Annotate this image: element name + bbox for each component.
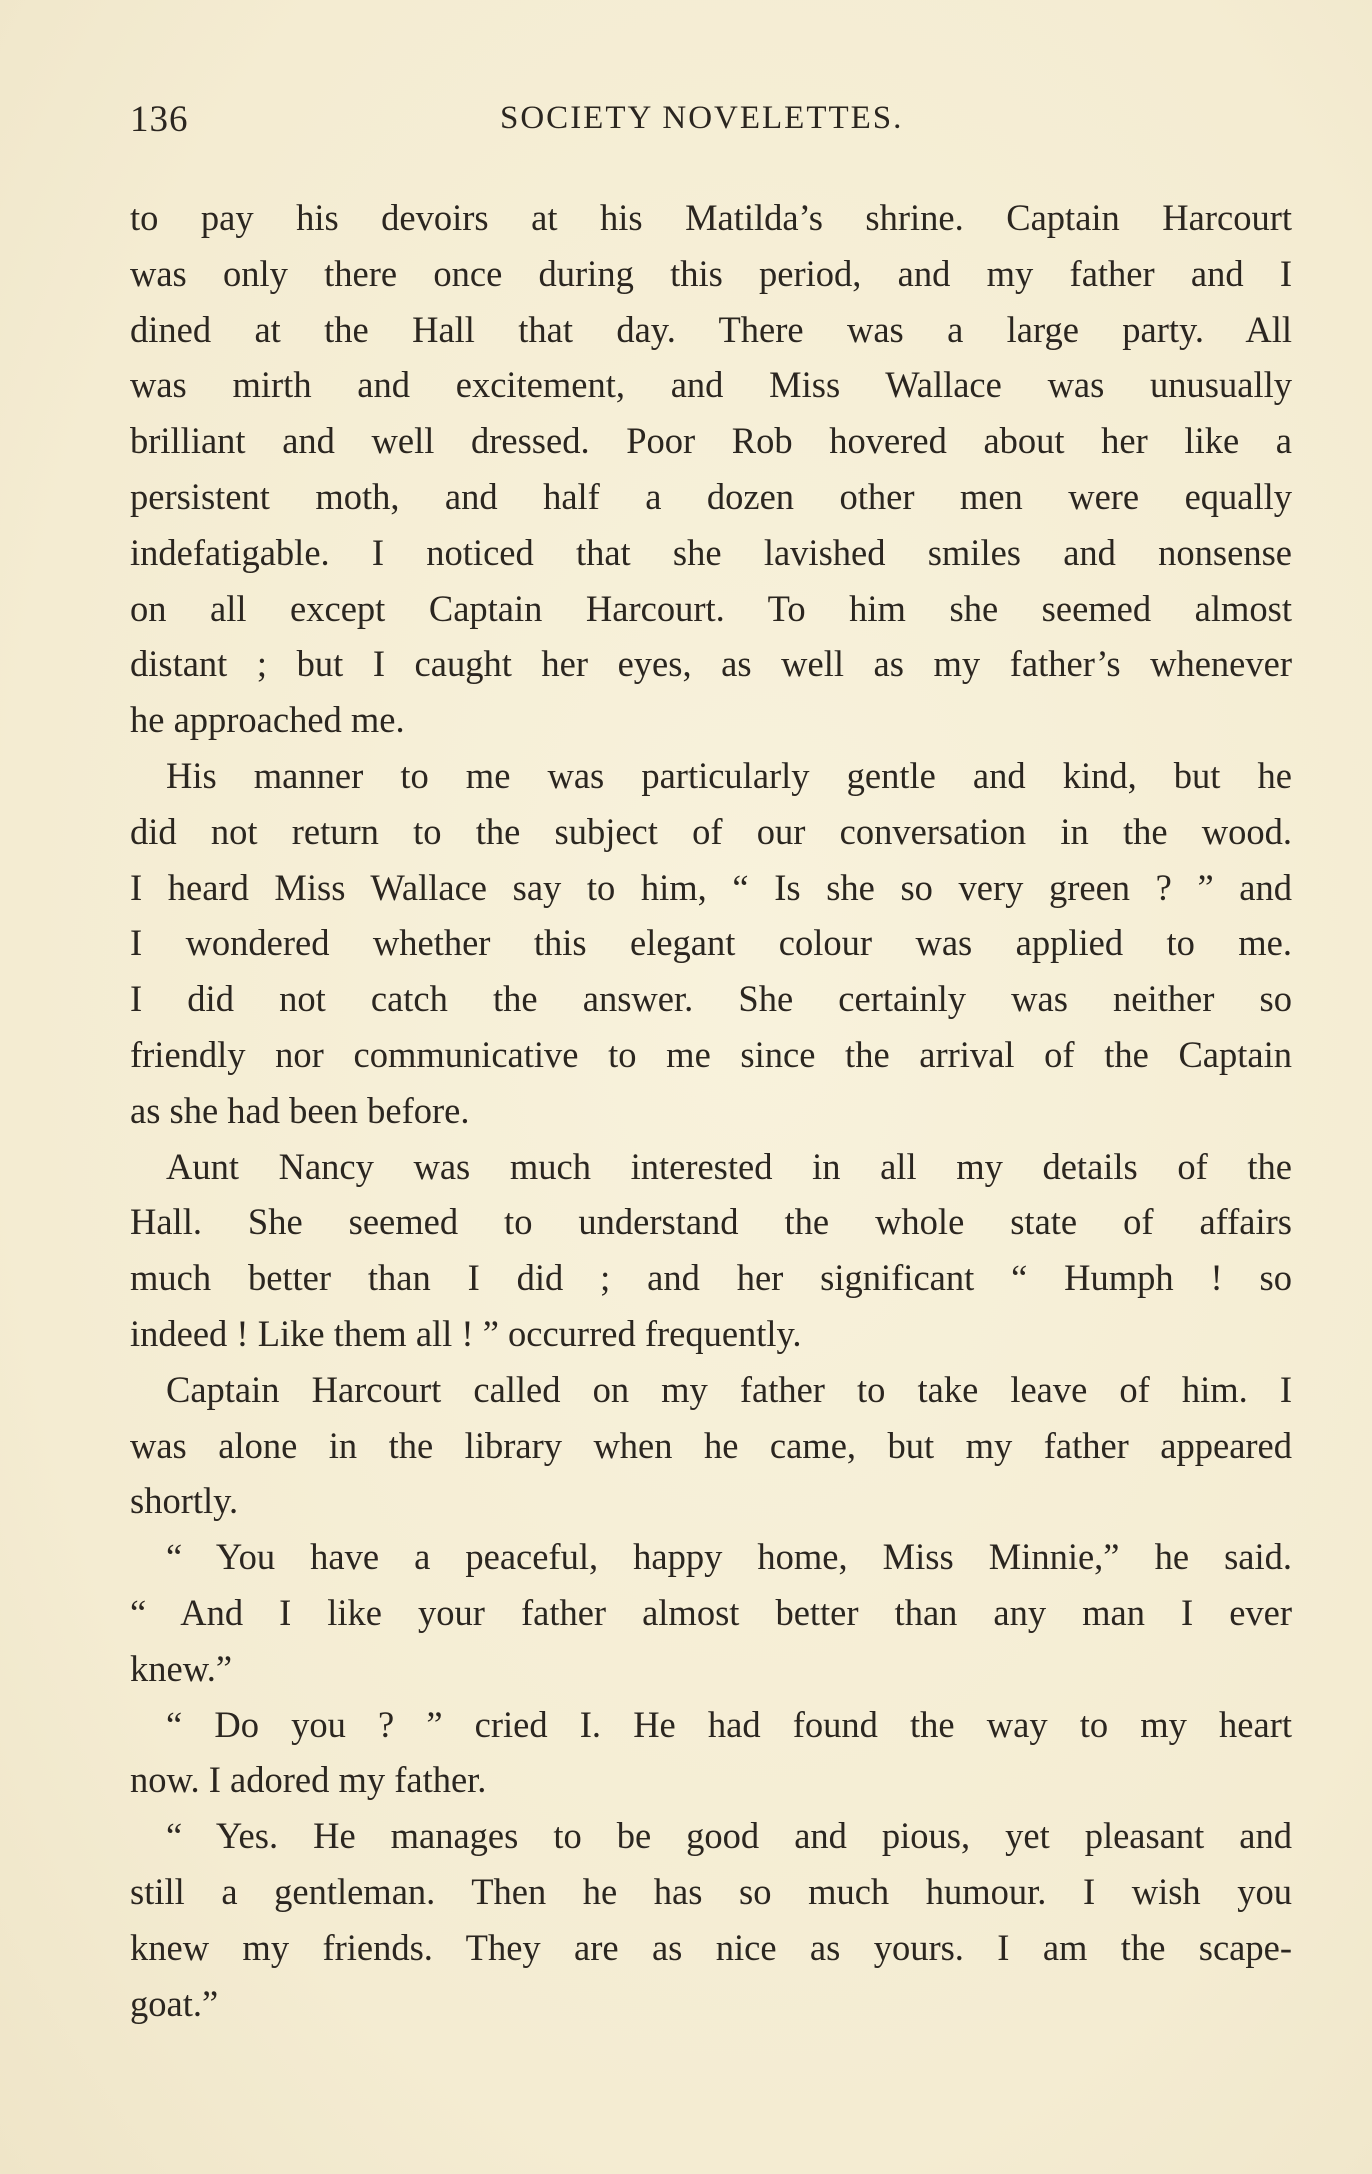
text-line: distant ; but I caught her eyes, as well as my father’s whenever [130, 643, 1292, 685]
text-line: knew my friends. They are as nice as yours. I am the scape- [130, 1926, 1292, 1968]
text-line: I did not catch the answer. She certainly was neither so [130, 978, 1292, 1020]
page-header [130, 98, 1290, 148]
text-line: indefatigable. I noticed that she lavished smiles and nonsense [130, 531, 1292, 573]
text-line: goat.” [130, 1982, 219, 2024]
text-line: to pay his devoirs at his Matilda’s shrine. Captain Harcourt [130, 197, 1292, 238]
text-line: “ Yes. He manages to be good and pious, yet pleasant and [166, 1815, 1292, 1857]
text-line: brilliant and well dressed. Poor Rob hovered about her like a [130, 420, 1292, 462]
text-line: was mirth and excitement, and Miss Wallace was unusually [130, 364, 1292, 406]
text-line: dined at the Hall that day. There was a large party. All [130, 308, 1292, 350]
text-line: persistent moth, and half a dozen other men were equally [130, 475, 1292, 517]
text-line: I wondered whether this elegant colour was applied to me. [130, 922, 1292, 964]
text-line: “ You have a peaceful, happy home, Miss Minnie,” he said. [166, 1536, 1292, 1578]
body-text [130, 190, 1292, 2031]
text-line: “ Do you ? ” cried I. He had found the way to my heart [166, 1703, 1292, 1745]
text-line: His manner to me was particularly gentle and kind, but he [166, 754, 1292, 796]
text-line: did not return to the subject of our conversation in the wood. [130, 810, 1292, 852]
text-line: on all except Captain Harcourt. To him she seemed almost [130, 587, 1292, 629]
text-line: much better than I did ; and her significant “ Humph ! so [130, 1257, 1292, 1299]
text-line: now. I adored my father. [130, 1759, 487, 1801]
text-line: friendly nor communicative to me since the arrival of the Captain [130, 1033, 1292, 1075]
text-line: Hall. She seemed to understand the whole state of affairs [130, 1201, 1292, 1243]
text-line: I heard Miss Wallace say to him, “ Is she so very green ? ” and [130, 866, 1292, 908]
text-line: as she had been before. [130, 1089, 470, 1131]
text-line: Aunt Nancy was much interested in all my details of the [166, 1145, 1292, 1187]
running-head: SOCIETY NOVELETTES. [500, 100, 904, 136]
text-line: Captain Harcourt called on my father to take leave of him. I [166, 1368, 1292, 1410]
text-line: knew.” [130, 1647, 233, 1689]
text-line: “ And I like your father almost better than any man I ever [130, 1591, 1292, 1633]
text-line: still a gentleman. Then he has so much humour. I wish you [130, 1870, 1292, 1912]
text-line: was only there once during this period, and my father and I [130, 252, 1292, 294]
text-line: he approached me. [130, 699, 405, 741]
text-line: indeed ! Like them all ! ” occurred frequently. [130, 1312, 802, 1354]
text-line: was alone in the library when he came, but my father appeared [130, 1424, 1292, 1466]
text-line: shortly. [130, 1480, 239, 1522]
page-number: 136 [130, 99, 189, 140]
